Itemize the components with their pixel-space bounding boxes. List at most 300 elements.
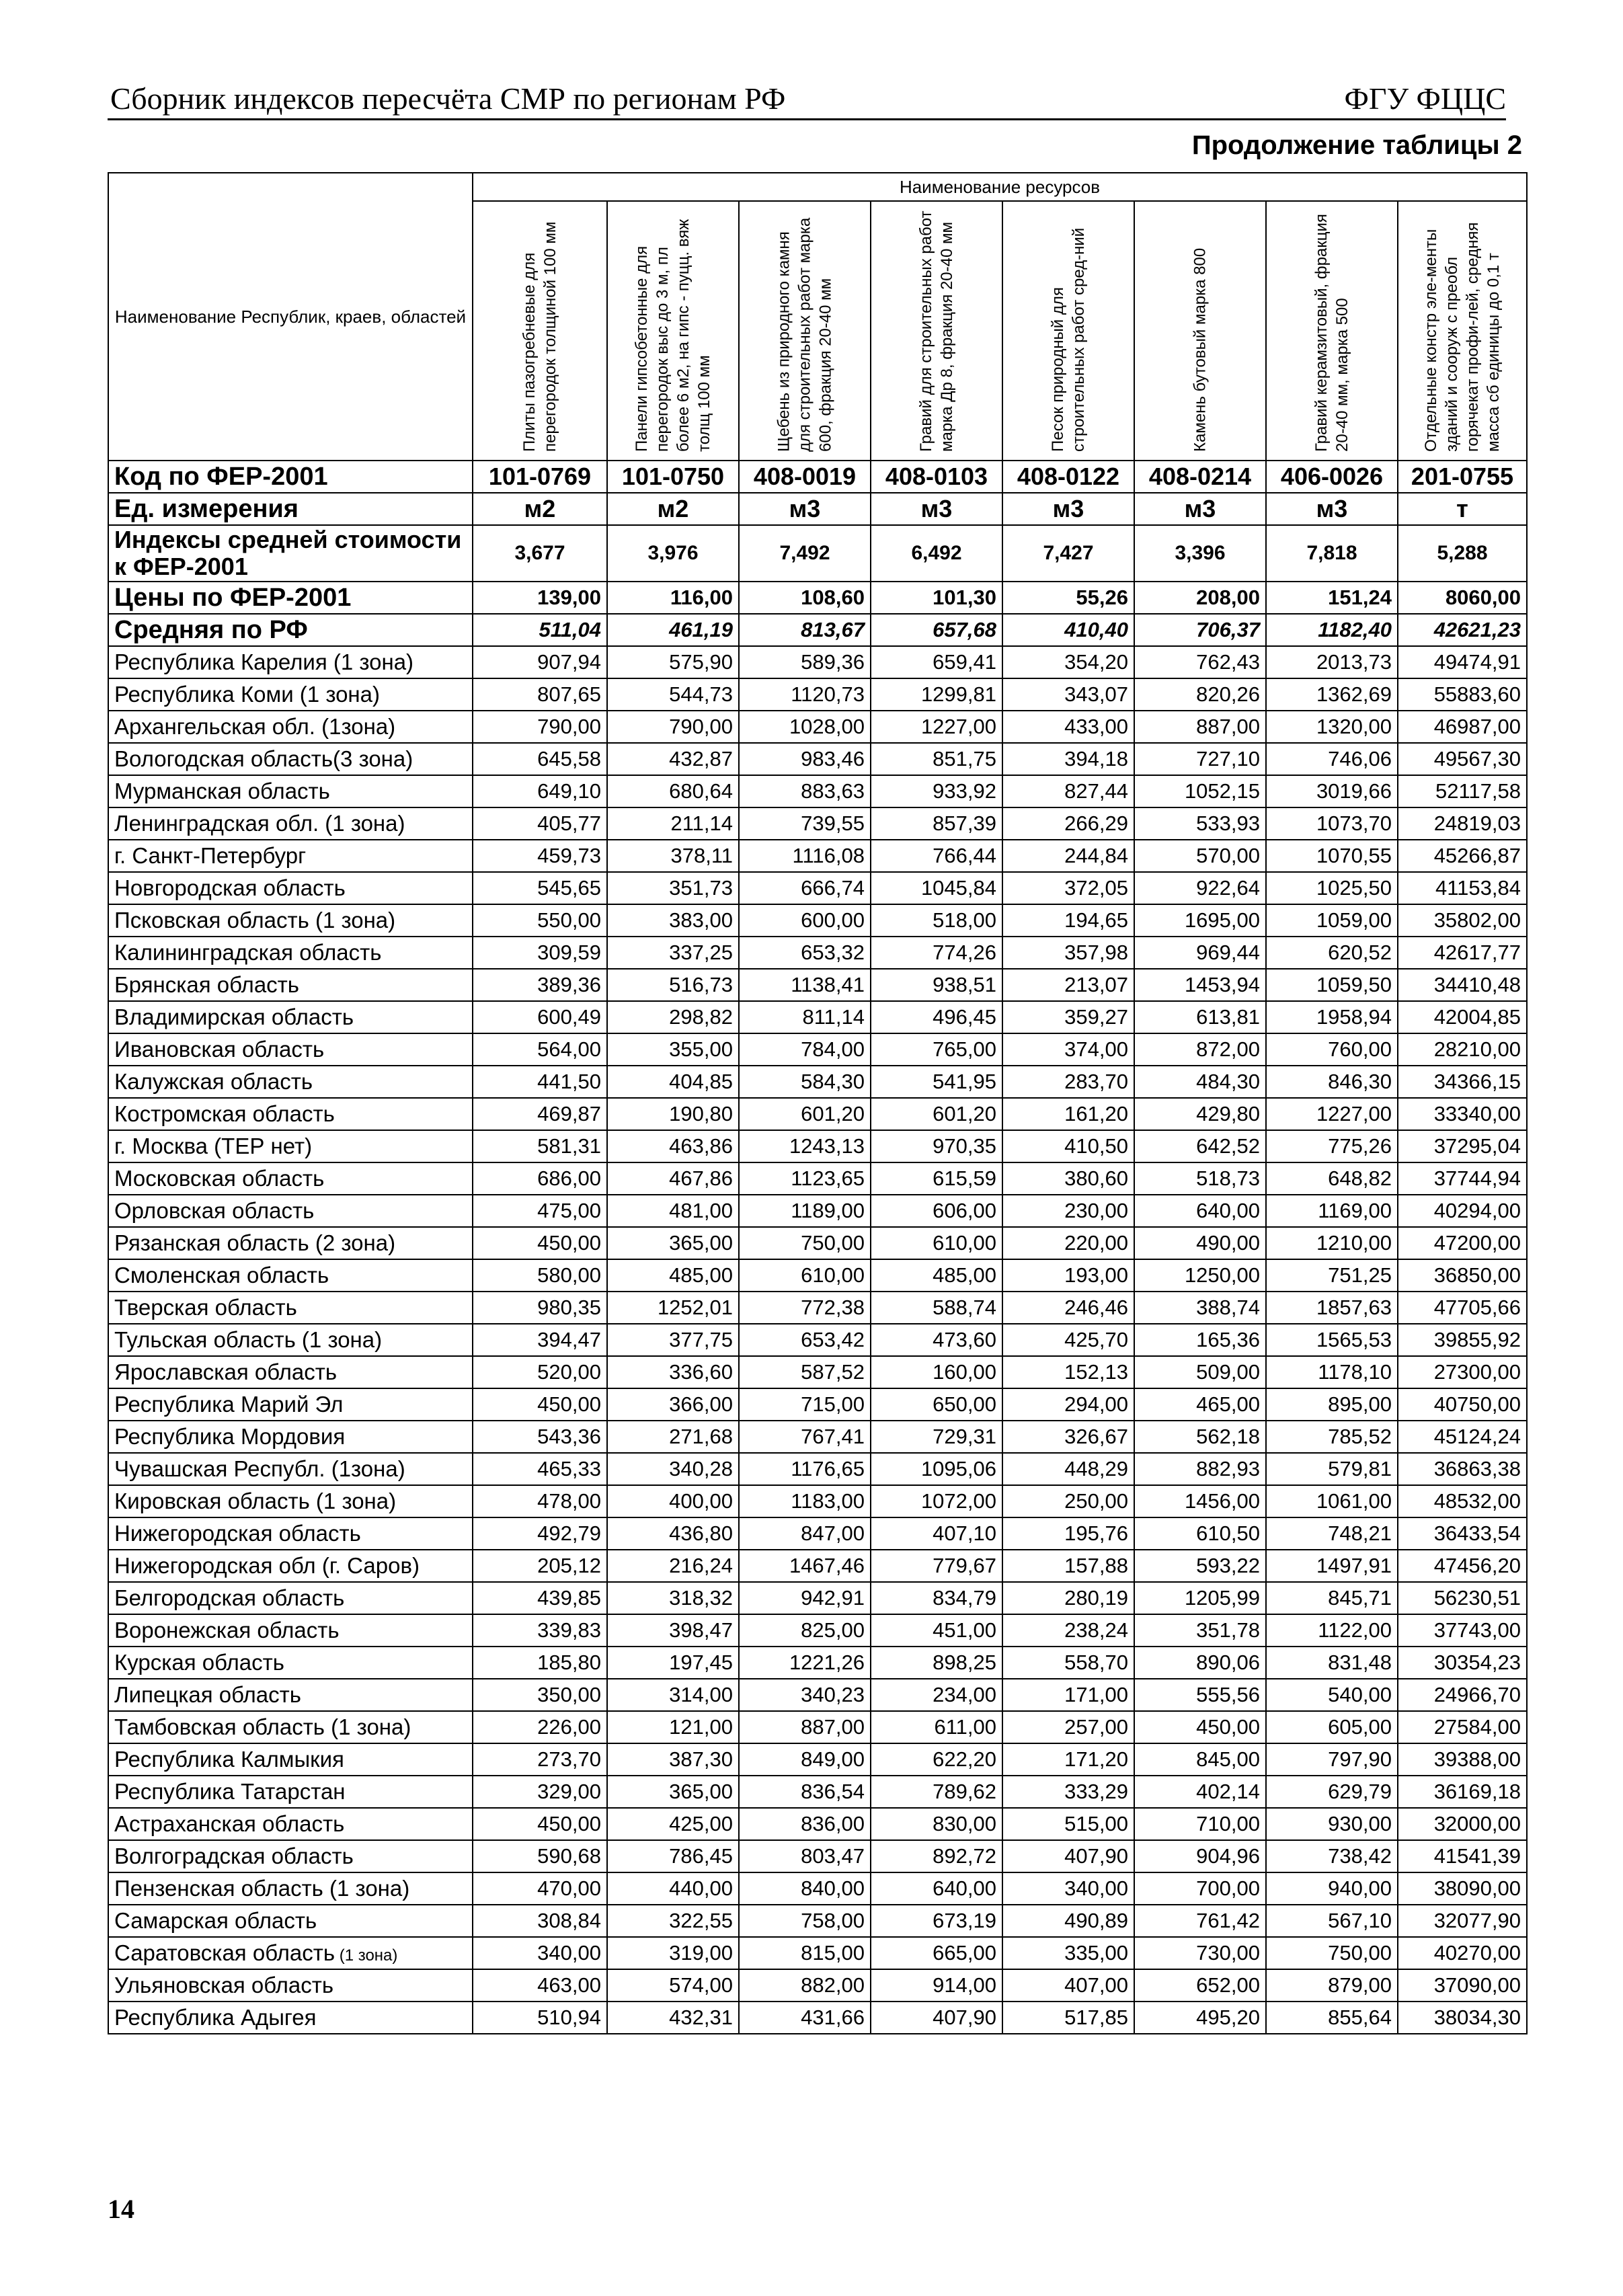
price-cell: 470,00 (473, 1872, 607, 1905)
region-name-cell (108, 1098, 473, 1130)
price-cell: 45266,87 (1398, 840, 1527, 872)
table-container (108, 172, 1528, 2034)
price-cell: 970,35 (871, 1130, 1002, 1162)
fer-price-cell: 151,24 (1266, 582, 1398, 614)
price-cell: 365,00 (607, 1227, 739, 1259)
price-cell: 402,14 (1134, 1776, 1266, 1808)
price-cell: 1227,00 (871, 711, 1002, 743)
table-row (108, 872, 1527, 904)
region-name-cell (108, 1647, 473, 1679)
price-cell: 372,05 (1002, 872, 1134, 904)
price-cell: 32077,90 (1398, 1905, 1527, 1937)
price-cell: 790,00 (607, 711, 739, 743)
table-row (108, 840, 1527, 872)
price-cell: 24966,70 (1398, 1679, 1527, 1711)
price-cell: 611,00 (871, 1711, 1002, 1743)
price-cell: 567,10 (1266, 1905, 1398, 1937)
price-cell: 730,00 (1134, 1937, 1266, 1969)
price-cell: 238,24 (1002, 1614, 1134, 1647)
price-cell: 378,11 (607, 840, 739, 872)
price-cell: 882,00 (739, 1969, 871, 2002)
region-name-cell (108, 1840, 473, 1872)
price-cell: 359,27 (1002, 1001, 1134, 1033)
price-cell: 593,22 (1134, 1550, 1266, 1582)
table-row (108, 646, 1527, 678)
region-name-cell (108, 1324, 473, 1356)
price-cell: 495,20 (1134, 2002, 1266, 2034)
price-cell: 49567,30 (1398, 743, 1527, 775)
price-cell: 879,00 (1266, 1969, 1398, 2002)
table-header-row (108, 173, 1527, 201)
price-cell: 520,00 (473, 1356, 607, 1388)
price-cell: 38090,00 (1398, 1872, 1527, 1905)
price-cell: 653,32 (739, 937, 871, 969)
resource-name-header-cell (1266, 201, 1398, 461)
price-cell: 642,52 (1134, 1130, 1266, 1162)
resource-name-text: Гравий для строительных работ марка Др 8, фракция 20-40 мм (917, 210, 956, 452)
price-cell: 429,80 (1134, 1098, 1266, 1130)
price-cell: 27300,00 (1398, 1356, 1527, 1388)
table-row (108, 1162, 1527, 1195)
price-cell: 887,00 (739, 1711, 871, 1743)
fer-price-cell: 208,00 (1134, 582, 1266, 614)
region-name: Брянская область (114, 972, 299, 997)
table-row (108, 1969, 1527, 2002)
table-row (108, 1292, 1527, 1324)
region-name-cell (108, 1776, 473, 1808)
price-cell: 857,39 (871, 807, 1002, 840)
region-name: Новгородская область (114, 875, 346, 900)
price-cell: 789,62 (871, 1776, 1002, 1808)
price-cell: 283,70 (1002, 1066, 1134, 1098)
fer-code-cell: 408-0122 (1002, 461, 1134, 493)
price-cell: 1070,55 (1266, 840, 1398, 872)
region-name-cell (108, 1614, 473, 1647)
price-cell: 830,00 (871, 1808, 1002, 1840)
region-name: Республика Калмыкия (114, 1747, 344, 1772)
price-cell: 56230,51 (1398, 1582, 1527, 1614)
table-row (108, 1808, 1527, 1840)
region-name: Архангельская обл. (1зона) (114, 714, 396, 739)
price-cell: 545,65 (473, 872, 607, 904)
price-cell: 775,26 (1266, 1130, 1398, 1162)
price-cell: 807,65 (473, 678, 607, 711)
price-cell: 439,85 (473, 1582, 607, 1614)
price-cell: 469,87 (473, 1098, 607, 1130)
price-cell: 797,90 (1266, 1743, 1398, 1776)
table-row (108, 1937, 1527, 1969)
table-row (108, 1130, 1527, 1162)
fer-price-cell: 55,26 (1002, 582, 1134, 614)
price-cell: 613,81 (1134, 1001, 1266, 1033)
price-cell: 465,33 (473, 1453, 607, 1485)
fer-code-cell: 408-0214 (1134, 461, 1266, 493)
region-name: Курская область (114, 1650, 284, 1675)
price-cell: 980,35 (473, 1292, 607, 1324)
price-cell: 37743,00 (1398, 1614, 1527, 1647)
price-cell: 766,44 (871, 840, 1002, 872)
table-row (108, 1453, 1527, 1485)
price-cell: 890,06 (1134, 1647, 1266, 1679)
price-cell: 36169,18 (1398, 1776, 1527, 1808)
region-name-cell (108, 1937, 473, 1969)
table-row (108, 1388, 1527, 1421)
price-cell: 425,70 (1002, 1324, 1134, 1356)
price-cell: 845,71 (1266, 1582, 1398, 1614)
price-cell: 45124,24 (1398, 1421, 1527, 1453)
region-name: Республика Мордовия (114, 1424, 346, 1449)
price-cell: 475,00 (473, 1195, 607, 1227)
price-cell: 42617,77 (1398, 937, 1527, 969)
price-cell: 1250,00 (1134, 1259, 1266, 1292)
price-cell: 40294,00 (1398, 1195, 1527, 1227)
price-cell: 37744,94 (1398, 1162, 1527, 1195)
region-zone-note: (1 зона) (335, 1946, 398, 1965)
price-cell: 230,00 (1002, 1195, 1134, 1227)
price-cell: 40750,00 (1398, 1388, 1527, 1421)
price-cell: 1025,50 (1266, 872, 1398, 904)
price-cell: 784,00 (739, 1033, 871, 1066)
table-row (108, 1066, 1527, 1098)
price-cell: 562,18 (1134, 1421, 1266, 1453)
price-cell: 666,74 (739, 872, 871, 904)
price-cell: 1095,06 (871, 1453, 1002, 1485)
table-row (108, 937, 1527, 969)
unit-row (108, 493, 1527, 525)
price-cell: 319,00 (607, 1937, 739, 1969)
price-cell: 473,60 (871, 1324, 1002, 1356)
region-name-cell (108, 711, 473, 743)
price-cell: 845,00 (1134, 1743, 1266, 1776)
price-cell: 622,20 (871, 1743, 1002, 1776)
price-cell: 898,25 (871, 1647, 1002, 1679)
price-cell: 298,82 (607, 1001, 739, 1033)
unit-cell: м3 (1134, 493, 1266, 525)
price-cell: 1138,41 (739, 969, 871, 1001)
price-cell: 34366,15 (1398, 1066, 1527, 1098)
price-cell: 485,00 (607, 1259, 739, 1292)
price-cell: 27584,00 (1398, 1711, 1527, 1743)
price-cell: 410,50 (1002, 1130, 1134, 1162)
price-cell: 37090,00 (1398, 1969, 1527, 2002)
price-cell: 942,91 (739, 1582, 871, 1614)
region-name-cell (108, 1130, 473, 1162)
region-name-cell (108, 1679, 473, 1711)
region-name: Вологодская область(3 зона) (114, 746, 413, 771)
price-cell: 564,00 (473, 1033, 607, 1066)
price-cell: 339,83 (473, 1614, 607, 1647)
region-name: Орловская область (114, 1198, 315, 1223)
price-cell: 246,46 (1002, 1292, 1134, 1324)
price-cell: 49474,91 (1398, 646, 1527, 678)
price-cell: 389,36 (473, 969, 607, 1001)
price-cell: 1299,81 (871, 678, 1002, 711)
price-cell: 478,00 (473, 1485, 607, 1517)
collection-title: Сборник индексов пересчёта СМР по регионам РФ (110, 81, 786, 116)
price-cell: 193,00 (1002, 1259, 1134, 1292)
price-cell: 605,00 (1266, 1711, 1398, 1743)
price-cell: 620,52 (1266, 937, 1398, 969)
price-cell: 448,29 (1002, 1453, 1134, 1485)
price-cell: 750,00 (1266, 1937, 1398, 1969)
price-cell: 24819,03 (1398, 807, 1527, 840)
price-cell: 665,00 (871, 1937, 1002, 1969)
unit-label: Ед. измерения (108, 493, 473, 525)
price-cell: 544,73 (607, 678, 739, 711)
price-cell: 1362,69 (1266, 678, 1398, 711)
price-cell: 459,73 (473, 840, 607, 872)
price-cell: 767,41 (739, 1421, 871, 1453)
price-cell: 1122,00 (1266, 1614, 1398, 1647)
index-cell: 6,492 (871, 525, 1002, 582)
price-cell: 758,00 (739, 1905, 871, 1937)
price-cell: 226,00 (473, 1711, 607, 1743)
table-row (108, 1485, 1527, 1517)
price-cell: 750,00 (739, 1227, 871, 1259)
region-name-cell (108, 872, 473, 904)
table-row (108, 1679, 1527, 1711)
price-cell: 883,63 (739, 775, 871, 807)
region-name: Кировская область (1 зона) (114, 1489, 397, 1513)
price-cell: 388,74 (1134, 1292, 1266, 1324)
price-cell: 1565,53 (1266, 1324, 1398, 1356)
price-cell: 648,82 (1266, 1162, 1398, 1195)
index-row (108, 525, 1527, 582)
price-cell: 244,84 (1002, 840, 1134, 872)
price-cell: 851,75 (871, 743, 1002, 775)
price-cell: 855,64 (1266, 2002, 1398, 2034)
price-cell: 394,18 (1002, 743, 1134, 775)
fer-code-cell: 408-0103 (871, 461, 1002, 493)
price-cell: 380,60 (1002, 1162, 1134, 1195)
region-name-cell (108, 1711, 473, 1743)
price-cell: 38034,30 (1398, 2002, 1527, 2034)
price-cell: 510,94 (473, 2002, 607, 2034)
price-cell: 351,73 (607, 872, 739, 904)
price-cell: 588,74 (871, 1292, 1002, 1324)
price-cell: 450,00 (473, 1388, 607, 1421)
price-cell: 165,36 (1134, 1324, 1266, 1356)
price-cell: 404,85 (607, 1066, 739, 1098)
price-cell: 1497,91 (1266, 1550, 1398, 1582)
table-row (108, 1840, 1527, 1872)
price-cell: 518,73 (1134, 1162, 1266, 1195)
region-name: г. Москва (ТЕР нет) (114, 1134, 313, 1158)
region-name: Липецкая область (114, 1682, 301, 1707)
price-cell: 355,00 (607, 1033, 739, 1066)
price-cell: 39855,92 (1398, 1324, 1527, 1356)
price-cell: 938,51 (871, 969, 1002, 1001)
price-cell: 326,67 (1002, 1421, 1134, 1453)
region-name: Республика Адыгея (114, 2005, 317, 2030)
price-cell: 785,52 (1266, 1421, 1398, 1453)
price-cell: 36433,54 (1398, 1517, 1527, 1550)
price-cell: 1059,00 (1266, 904, 1398, 937)
price-cell: 216,24 (607, 1550, 739, 1582)
price-cell: 35802,00 (1398, 904, 1527, 937)
price-cell: 649,10 (473, 775, 607, 807)
price-cell: 940,00 (1266, 1872, 1398, 1905)
price-cell: 543,36 (473, 1421, 607, 1453)
region-name-cell (108, 840, 473, 872)
fer-price-cell: 101,30 (871, 582, 1002, 614)
price-cell: 40270,00 (1398, 1937, 1527, 1969)
price-cell: 1072,00 (871, 1485, 1002, 1517)
table-row (108, 1421, 1527, 1453)
region-name-cell (108, 1388, 473, 1421)
price-cell: 490,89 (1002, 1905, 1134, 1937)
price-cell: 751,25 (1266, 1259, 1398, 1292)
price-cell: 400,00 (607, 1485, 739, 1517)
price-cell: 580,00 (473, 1259, 607, 1292)
price-cell: 600,00 (739, 904, 871, 937)
price-cell: 517,85 (1002, 2002, 1134, 2034)
region-name: Тульская область (1 зона) (114, 1327, 383, 1352)
price-cell: 827,44 (1002, 775, 1134, 807)
table-row (108, 1098, 1527, 1130)
price-cell: 195,76 (1002, 1517, 1134, 1550)
unit-cell: м3 (739, 493, 871, 525)
price-cell: 398,47 (607, 1614, 739, 1647)
table-row (108, 1776, 1527, 1808)
table-row (108, 1550, 1527, 1582)
price-cell: 673,19 (871, 1905, 1002, 1937)
price-cell: 895,00 (1266, 1388, 1398, 1421)
price-cell: 36863,38 (1398, 1453, 1527, 1485)
resource-name-text: Отдельные констр эле-менты зданий и сооруж с преобл горячекат профи-лей, средняя масса сб единицы до 0,1 т (1422, 222, 1503, 452)
fer-price-cell: 116,00 (607, 582, 739, 614)
price-cell: 907,94 (473, 646, 607, 678)
price-cell: 351,78 (1134, 1614, 1266, 1647)
index-label: Индексы средней стоимости к ФЕР-2001 (108, 525, 473, 582)
price-cell: 171,20 (1002, 1743, 1134, 1776)
price-cell: 1227,00 (1266, 1098, 1398, 1130)
price-cell: 340,00 (1002, 1872, 1134, 1905)
price-cell: 1073,70 (1266, 807, 1398, 840)
price-cell: 1183,00 (739, 1485, 871, 1517)
price-cell: 440,00 (607, 1872, 739, 1905)
resource-name-header-cell (1398, 201, 1527, 461)
price-cell: 1857,63 (1266, 1292, 1398, 1324)
price-cell: 779,67 (871, 1550, 1002, 1582)
unit-cell: т (1398, 493, 1527, 525)
price-cell: 354,20 (1002, 646, 1134, 678)
price-cell: 36850,00 (1398, 1259, 1527, 1292)
price-cell: 1176,65 (739, 1453, 871, 1485)
price-cell: 983,46 (739, 743, 871, 775)
russia-average-cell: 813,67 (739, 614, 871, 646)
price-cell: 308,84 (473, 1905, 607, 1937)
price-cell: 570,00 (1134, 840, 1266, 872)
price-cell: 849,00 (739, 1743, 871, 1776)
price-cell: 746,06 (1266, 743, 1398, 775)
price-cell: 1178,10 (1266, 1356, 1398, 1388)
price-cell: 2013,73 (1266, 646, 1398, 678)
price-cell: 1453,94 (1134, 969, 1266, 1001)
price-cell: 374,00 (1002, 1033, 1134, 1066)
table-row (108, 904, 1527, 937)
region-name-cell (108, 2002, 473, 2034)
unit-cell: м2 (607, 493, 739, 525)
region-name-cell (108, 904, 473, 937)
price-cell: 790,00 (473, 711, 607, 743)
index-cell: 7,427 (1002, 525, 1134, 582)
region-name-cell (108, 1066, 473, 1098)
page-header (108, 67, 1506, 120)
price-cell: 190,80 (607, 1098, 739, 1130)
price-cell: 840,00 (739, 1872, 871, 1905)
region-name: Калининградская область (114, 940, 382, 965)
fer-code-cell: 101-0750 (607, 461, 739, 493)
price-cell: 761,42 (1134, 1905, 1266, 1937)
region-name: Саратовская область (114, 1940, 335, 1965)
region-name-cell (108, 807, 473, 840)
price-cell: 365,00 (607, 1776, 739, 1808)
price-cell: 831,48 (1266, 1647, 1398, 1679)
price-cell: 55883,60 (1398, 678, 1527, 711)
price-cell: 836,00 (739, 1808, 871, 1840)
page-number: 14 (108, 2194, 134, 2224)
price-cell: 194,65 (1002, 904, 1134, 937)
price-cell: 729,31 (871, 1421, 1002, 1453)
price-cell: 37295,04 (1398, 1130, 1527, 1162)
price-cell: 541,95 (871, 1066, 1002, 1098)
region-name-cell (108, 969, 473, 1001)
table-row (108, 1614, 1527, 1647)
index-cell: 3,976 (607, 525, 739, 582)
price-cell: 213,07 (1002, 969, 1134, 1001)
fer-code-cell: 406-0026 (1266, 461, 1398, 493)
price-cell: 653,42 (739, 1324, 871, 1356)
table-row (108, 1517, 1527, 1550)
region-name-cell (108, 1195, 473, 1227)
region-name: Владимирская область (114, 1004, 354, 1029)
price-cell: 615,59 (871, 1162, 1002, 1195)
price-cell: 492,79 (473, 1517, 607, 1550)
unit-cell: м3 (871, 493, 1002, 525)
region-name: Чувашская Республ. (1зона) (114, 1456, 405, 1481)
price-cell: 266,29 (1002, 807, 1134, 840)
fer-price-cell: 139,00 (473, 582, 607, 614)
price-cell: 436,80 (607, 1517, 739, 1550)
region-name: Республика Марий Эл (114, 1392, 344, 1417)
region-name-cell (108, 1743, 473, 1776)
table-row (108, 1711, 1527, 1743)
fer-code-cell: 201-0755 (1398, 461, 1527, 493)
unit-cell: м3 (1002, 493, 1134, 525)
resources-header: Наименование ресурсов (473, 173, 1527, 201)
price-cell: 484,30 (1134, 1066, 1266, 1098)
region-name-cell (108, 1517, 473, 1550)
region-name: Белгородская область (114, 1585, 345, 1610)
price-cell: 601,20 (871, 1098, 1002, 1130)
price-cell: 738,42 (1266, 1840, 1398, 1872)
price-cell: 211,14 (607, 807, 739, 840)
price-cell: 922,64 (1134, 872, 1266, 904)
region-name-cell (108, 1162, 473, 1195)
price-cell: 590,68 (473, 1840, 607, 1872)
region-name-cell (108, 646, 473, 678)
price-cell: 441,50 (473, 1066, 607, 1098)
price-cell: 774,26 (871, 937, 1002, 969)
price-cell: 333,29 (1002, 1776, 1134, 1808)
price-cell: 1028,00 (739, 711, 871, 743)
price-cell: 387,30 (607, 1743, 739, 1776)
resource-name-text: Щебень из природного камня для строительных работ марка 600, фракция 20-40 мм (775, 217, 835, 452)
table-row (108, 1647, 1527, 1679)
price-cell: 516,73 (607, 969, 739, 1001)
price-cell: 518,00 (871, 904, 1002, 937)
